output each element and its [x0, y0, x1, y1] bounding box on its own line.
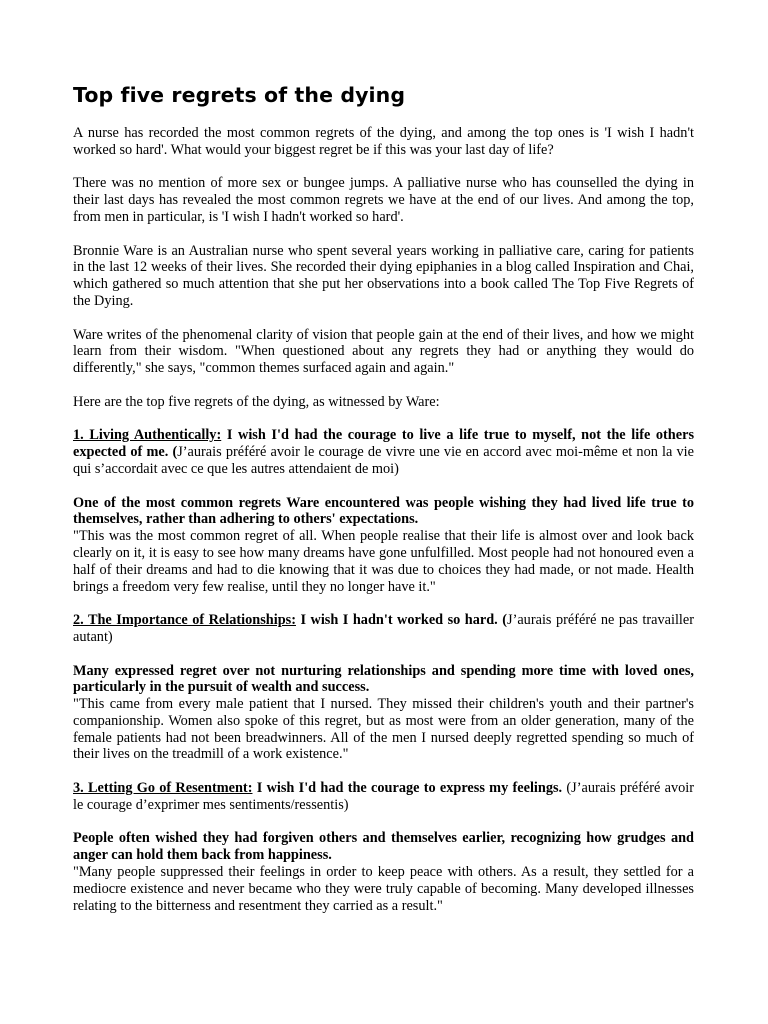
- intro-paragraph: There was no mention of more sex or bungee jumps. A palliative nurse who has counselled the dying in their last days has revealed the most common regrets we have at the end of our lives. And among the top, from men in particular, is 'I wish I hadn't worked so hard'.: [73, 175, 694, 225]
- regret-3-french: (J’aurais préféré avoir le courage d’exprimer mes sentiments/ressentis): [73, 780, 695, 813]
- regret-1-heading: 1. Living Authentically:: [73, 427, 222, 444]
- intro-paragraph: Bronnie Ware is an Australian nurse who spent several years working in palliative care, caring for patients in the last 12 weeks of their lives. She recorded their dying epiphanies in a blog called Inspiration and Chai, which gathered so much attention that she put her observations into a book called The Top Five Regrets of the Dying.: [73, 242, 694, 309]
- regret-3-summary: People often wished they had forgiven others and themselves earlier, recognizing how grudges and anger can hold them back from happiness.: [73, 830, 694, 864]
- regret-1-heading-paragraph: [73, 427, 694, 477]
- intro-paragraph: Here are the top five regrets of the dying, as witnessed by Ware:: [73, 393, 440, 410]
- regret-2-quote: "This came from every male patient that I nursed. They missed their children's youth and their partner's companionship. Women also spoke of this regret, but as most were from an older generation, many of the female patients had not been breadwinners. All of the men I nursed deeply regretted spending so much of their lives on the treadmill of a work existence.": [73, 696, 694, 763]
- regret-3-wish: I wish I'd had the courage to express my feelings.: [256, 780, 563, 797]
- regret-2-summary: Many expressed regret over not nurturing relationships and spending more time with loved ones, particularly in the pursuit of wealth and success.: [73, 662, 694, 696]
- regret-3-quote: "Many people suppressed their feelings in order to keep peace with others. As a result, they settled for a mediocre existence and never became who they were truly capable of becoming. Many developed illnesses relating to the bitterness and resentment they carried as a result.": [73, 864, 694, 914]
- intro-paragraph: A nurse has recorded the most common regrets of the dying, and among the top ones is 'I wish I hadn't worked so hard'. What would your biggest regret be if this was your last day of life?: [73, 125, 694, 158]
- article-body: [73, 125, 694, 931]
- regret-1-wish: I wish I'd had the courage to live a life true to myself, not the life others expected of me.: [73, 427, 695, 461]
- regret-3-heading: 3. Letting Go of Resentment:: [73, 780, 253, 797]
- regret-1-quote: "This was the most common regret of all. When people realise that their life is almost over and look back clearly on it, it is easy to see how many dreams have gone unfulfilled. Most people had not honoured even a half of their dreams and had to die knowing that it was due to choices they had made, or not made. Health brings a freedom very few realise, until they no longer have it.": [73, 528, 694, 595]
- regret-1-french: J’aurais préféré avoir le courage de vivre une vie en accord avec moi-même et non la vie qui s’accordait avec ce que les autres attendaient de moi): [73, 444, 694, 477]
- regret-3-heading-paragraph: [73, 780, 694, 814]
- regret-2-paren: (: [502, 612, 508, 629]
- regret-2-french: J’aurais préféré ne pas travailler autant): [73, 612, 695, 645]
- regret-2-wish: I wish I hadn't worked so hard.: [300, 612, 498, 629]
- intro-paragraph: Ware writes of the phenomenal clarity of vision that people gain at the end of their lives, and how we might learn from their wisdom. "When questioned about any regrets they had or anything they would do differently," she says, "common themes surfaced again and again.": [73, 326, 694, 377]
- regret-2-heading: 2. The Importance of Relationships:: [73, 612, 296, 629]
- regret-1-summary: One of the most common regrets Ware encountered was people wishing they had lived life true to themselves, rather than adhering to others' expectations.: [73, 494, 694, 528]
- regret-1-paren: (: [172, 444, 178, 461]
- regret-2-heading-paragraph: [73, 612, 694, 646]
- page-title: Top five regrets of the dying: [73, 83, 406, 107]
